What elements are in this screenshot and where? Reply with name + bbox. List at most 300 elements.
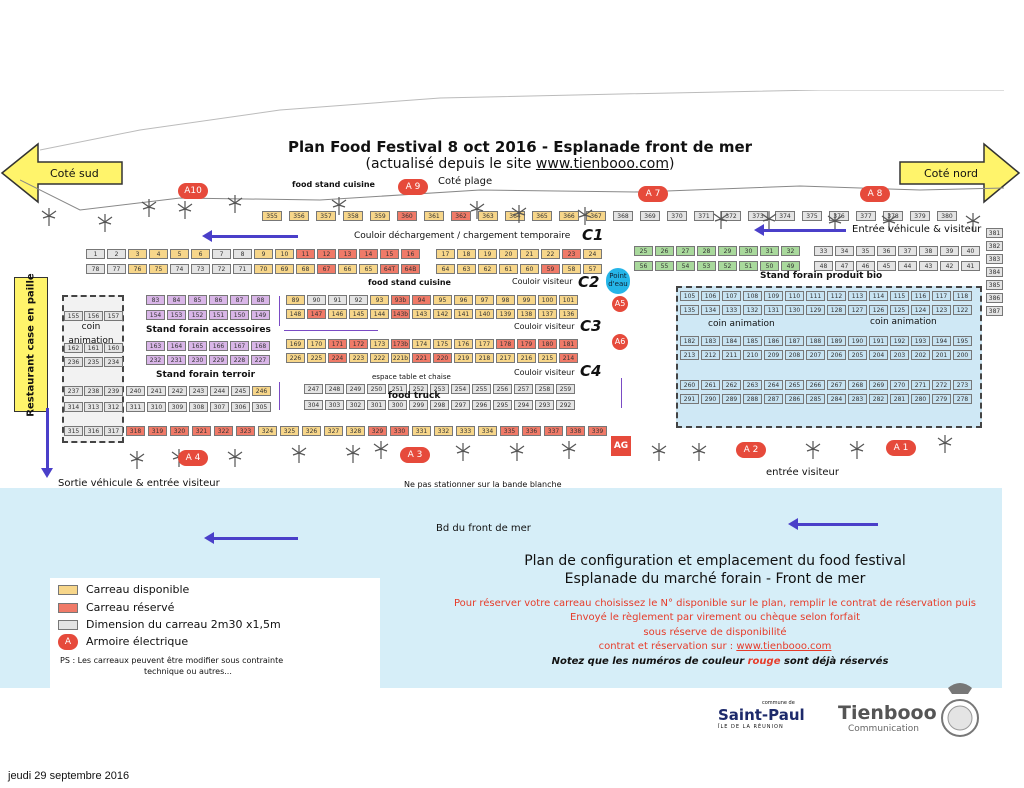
stall-18[interactable]: 18 [457, 249, 476, 259]
stall-310[interactable]: 310 [147, 402, 166, 412]
stall-302[interactable]: 302 [346, 400, 365, 410]
stall-7[interactable]: 7 [212, 249, 231, 259]
armoire-a2[interactable]: A 2 [736, 442, 766, 458]
stall-244[interactable]: 244 [210, 386, 229, 396]
stall-183[interactable]: 183 [701, 336, 720, 346]
stall-176[interactable]: 176 [454, 339, 473, 349]
stall-358[interactable]: 358 [343, 211, 363, 221]
stall-64T[interactable]: 64T [380, 264, 399, 274]
stall-51[interactable]: 51 [739, 261, 758, 271]
stall-48[interactable]: 48 [814, 261, 833, 271]
stall-307[interactable]: 307 [210, 402, 229, 412]
stall-66[interactable]: 66 [338, 264, 357, 274]
stall-362[interactable]: 362 [451, 211, 471, 221]
stall-189[interactable]: 189 [827, 336, 846, 346]
stall-64B[interactable]: 64B [401, 264, 420, 274]
stall-320[interactable]: 320 [170, 426, 189, 436]
stall-9[interactable]: 9 [254, 249, 273, 259]
stall-10[interactable]: 10 [275, 249, 294, 259]
stall-136[interactable]: 136 [559, 309, 578, 319]
stall-113[interactable]: 113 [848, 291, 867, 301]
stall-246[interactable]: 246 [252, 386, 271, 396]
stall-373[interactable]: 373 [748, 211, 768, 221]
stall-359[interactable]: 359 [370, 211, 390, 221]
stall-379[interactable]: 379 [910, 211, 930, 221]
stall-265[interactable]: 265 [785, 380, 804, 390]
subtitle-link[interactable]: www.tienbooo.com [535, 156, 669, 172]
stall-130[interactable]: 130 [785, 305, 804, 315]
stall-167[interactable]: 167 [230, 341, 249, 351]
armoire-a1[interactable]: A 1 [886, 440, 916, 456]
stall-32[interactable]: 32 [781, 246, 800, 256]
stall-322[interactable]: 322 [214, 426, 233, 436]
stall-76[interactable]: 76 [128, 264, 147, 274]
stall-83[interactable]: 83 [146, 295, 165, 305]
stall-210[interactable]: 210 [743, 350, 762, 360]
stall-195[interactable]: 195 [953, 336, 972, 346]
stall-38[interactable]: 38 [919, 246, 938, 256]
stall-243[interactable]: 243 [189, 386, 208, 396]
stall-179[interactable]: 179 [517, 339, 536, 349]
stall-286[interactable]: 286 [785, 394, 804, 404]
stall-326[interactable]: 326 [302, 426, 321, 436]
stall-89[interactable]: 89 [286, 295, 305, 305]
stall-204[interactable]: 204 [869, 350, 888, 360]
stall-292[interactable]: 292 [556, 400, 575, 410]
stall-288[interactable]: 288 [743, 394, 762, 404]
stall-24[interactable]: 24 [583, 249, 602, 259]
stall-382[interactable]: 382 [986, 241, 1003, 251]
stall-175[interactable]: 175 [433, 339, 452, 349]
stall-185[interactable]: 185 [743, 336, 762, 346]
stall-117[interactable]: 117 [932, 291, 951, 301]
stall-228[interactable]: 228 [230, 355, 249, 365]
stall-69[interactable]: 69 [275, 264, 294, 274]
stall-84[interactable]: 84 [167, 295, 186, 305]
stall-137[interactable]: 137 [538, 309, 557, 319]
stall-37[interactable]: 37 [898, 246, 917, 256]
stall-16[interactable]: 16 [401, 249, 420, 259]
stall-297[interactable]: 297 [451, 400, 470, 410]
stall-172[interactable]: 172 [349, 339, 368, 349]
stall-339[interactable]: 339 [588, 426, 607, 436]
stall-170[interactable]: 170 [307, 339, 326, 349]
stall-139[interactable]: 139 [496, 309, 515, 319]
stall-278[interactable]: 278 [953, 394, 972, 404]
stall-178[interactable]: 178 [496, 339, 515, 349]
stall-146[interactable]: 146 [328, 309, 347, 319]
stall-193[interactable]: 193 [911, 336, 930, 346]
stall-188[interactable]: 188 [806, 336, 825, 346]
stall-105[interactable]: 105 [680, 291, 699, 301]
stall-264[interactable]: 264 [764, 380, 783, 390]
stall-294[interactable]: 294 [514, 400, 533, 410]
stall-366[interactable]: 366 [559, 211, 579, 221]
stall-100[interactable]: 100 [538, 295, 557, 305]
stall-287[interactable]: 287 [764, 394, 783, 404]
stall-257[interactable]: 257 [514, 384, 533, 394]
stall-324[interactable]: 324 [258, 426, 277, 436]
stall-222[interactable]: 222 [370, 353, 389, 363]
stall-60[interactable]: 60 [520, 264, 539, 274]
stall-77[interactable]: 77 [107, 264, 126, 274]
stall-368[interactable]: 368 [613, 211, 633, 221]
stall-285[interactable]: 285 [806, 394, 825, 404]
stall-232[interactable]: 232 [146, 355, 165, 365]
stall-53[interactable]: 53 [697, 261, 716, 271]
stall-98[interactable]: 98 [496, 295, 515, 305]
stall-357[interactable]: 357 [316, 211, 336, 221]
stall-321[interactable]: 321 [192, 426, 211, 436]
stall-230[interactable]: 230 [188, 355, 207, 365]
stall-237[interactable]: 237 [64, 386, 83, 396]
armoire-a5[interactable]: A5 [612, 296, 628, 312]
stall-242[interactable]: 242 [168, 386, 187, 396]
stall-150[interactable]: 150 [230, 310, 249, 320]
stall-127[interactable]: 127 [848, 305, 867, 315]
stall-365[interactable]: 365 [532, 211, 552, 221]
stall-209[interactable]: 209 [764, 350, 783, 360]
armoire-a3[interactable]: A 3 [400, 447, 430, 463]
stall-374[interactable]: 374 [775, 211, 795, 221]
stall-225[interactable]: 225 [307, 353, 326, 363]
stall-227[interactable]: 227 [251, 355, 270, 365]
stall-289[interactable]: 289 [722, 394, 741, 404]
stall-85[interactable]: 85 [188, 295, 207, 305]
stall-106[interactable]: 106 [701, 291, 720, 301]
stall-141[interactable]: 141 [454, 309, 473, 319]
stall-308[interactable]: 308 [189, 402, 208, 412]
stall-381[interactable]: 381 [986, 228, 1003, 238]
stall-251[interactable]: 251 [388, 384, 407, 394]
stall-173b[interactable]: 173b [392, 341, 409, 348]
stall-331[interactable]: 331 [412, 426, 431, 436]
stall-147[interactable]: 147 [307, 309, 326, 319]
stall-87[interactable]: 87 [230, 295, 249, 305]
stall-8[interactable]: 8 [233, 249, 252, 259]
stall-260[interactable]: 260 [680, 380, 699, 390]
stall-301[interactable]: 301 [367, 400, 386, 410]
stall-165[interactable]: 165 [188, 341, 207, 351]
stall-68[interactable]: 68 [296, 264, 315, 274]
stall-45[interactable]: 45 [877, 261, 896, 271]
stall-52[interactable]: 52 [718, 261, 737, 271]
stall-327[interactable]: 327 [324, 426, 343, 436]
stall-253[interactable]: 253 [430, 384, 449, 394]
stall-267[interactable]: 267 [827, 380, 846, 390]
stall-21[interactable]: 21 [520, 249, 539, 259]
stall-187[interactable]: 187 [785, 336, 804, 346]
stall-93b[interactable]: 93b [391, 295, 410, 305]
stall-25[interactable]: 25 [634, 246, 653, 256]
stall-300[interactable]: 300 [388, 400, 407, 410]
stall-303[interactable]: 303 [325, 400, 344, 410]
stall-338[interactable]: 338 [566, 426, 585, 436]
stall-57[interactable]: 57 [583, 264, 602, 274]
stall-138[interactable]: 138 [517, 309, 536, 319]
stall-168[interactable]: 168 [251, 341, 270, 351]
stall-145[interactable]: 145 [349, 309, 368, 319]
stall-235[interactable]: 235 [84, 357, 103, 367]
stall-240[interactable]: 240 [126, 386, 145, 396]
stall-194[interactable]: 194 [932, 336, 951, 346]
stall-192[interactable]: 192 [890, 336, 909, 346]
stall-245[interactable]: 245 [231, 386, 250, 396]
stall-268[interactable]: 268 [848, 380, 867, 390]
stall-336[interactable]: 336 [522, 426, 541, 436]
stall-375[interactable]: 375 [802, 211, 822, 221]
stall-332[interactable]: 332 [434, 426, 453, 436]
stall-101[interactable]: 101 [559, 295, 578, 305]
stall-109[interactable]: 109 [764, 291, 783, 301]
stall-376[interactable]: 376 [829, 211, 849, 221]
stall-169[interactable]: 169 [286, 339, 305, 349]
stall-107[interactable]: 107 [722, 291, 741, 301]
stall-148[interactable]: 148 [286, 309, 305, 319]
stall-110[interactable]: 110 [785, 291, 804, 301]
stall-313[interactable]: 313 [84, 402, 103, 412]
stall-356[interactable]: 356 [289, 211, 309, 221]
stall-88[interactable]: 88 [251, 295, 270, 305]
stall-95[interactable]: 95 [433, 295, 452, 305]
stall-371[interactable]: 371 [694, 211, 714, 221]
stall-160[interactable]: 160 [104, 343, 123, 353]
stall-114[interactable]: 114 [869, 291, 888, 301]
stall-156[interactable]: 156 [84, 311, 103, 321]
stall-202[interactable]: 202 [911, 350, 930, 360]
stall-330[interactable]: 330 [390, 426, 409, 436]
stall-273[interactable]: 273 [953, 380, 972, 390]
stall-99[interactable]: 99 [517, 295, 536, 305]
stall-296[interactable]: 296 [472, 400, 491, 410]
stall-54[interactable]: 54 [676, 261, 695, 271]
stall-208[interactable]: 208 [785, 350, 804, 360]
stall-2[interactable]: 2 [107, 249, 126, 259]
stall-214[interactable]: 214 [559, 353, 578, 363]
stall-154[interactable]: 154 [146, 310, 165, 320]
stall-27[interactable]: 27 [676, 246, 695, 256]
armoire-a4[interactable]: A 4 [178, 450, 208, 466]
stall-129[interactable]: 129 [806, 305, 825, 315]
stall-355[interactable]: 355 [262, 211, 282, 221]
info-link[interactable]: www.tienbooo.com [736, 641, 832, 652]
stall-252[interactable]: 252 [409, 384, 428, 394]
stall-133[interactable]: 133 [722, 305, 741, 315]
stall-134[interactable]: 134 [701, 305, 720, 315]
stall-124[interactable]: 124 [911, 305, 930, 315]
stall-218[interactable]: 218 [475, 353, 494, 363]
stall-78[interactable]: 78 [86, 264, 105, 274]
stall-387[interactable]: 387 [986, 306, 1003, 316]
stall-161[interactable]: 161 [84, 343, 103, 353]
stall-29[interactable]: 29 [718, 246, 737, 256]
stall-42[interactable]: 42 [940, 261, 959, 271]
stall-40[interactable]: 40 [961, 246, 980, 256]
stall-221[interactable]: 221 [412, 353, 431, 363]
stall-231[interactable]: 231 [167, 355, 186, 365]
stall-111[interactable]: 111 [806, 291, 825, 301]
stall-171[interactable]: 171 [328, 339, 347, 349]
stall-224[interactable]: 224 [328, 353, 347, 363]
stall-361[interactable]: 361 [424, 211, 444, 221]
stall-26[interactable]: 26 [655, 246, 674, 256]
stall-153[interactable]: 153 [167, 310, 186, 320]
stall-15[interactable]: 15 [380, 249, 399, 259]
stall-281[interactable]: 281 [890, 394, 909, 404]
stall-35[interactable]: 35 [856, 246, 875, 256]
stall-131[interactable]: 131 [764, 305, 783, 315]
stall-56[interactable]: 56 [634, 261, 653, 271]
armoire-a6[interactable]: A6 [612, 334, 628, 350]
stall-372[interactable]: 372 [721, 211, 741, 221]
stall-221b[interactable]: 221b [392, 355, 409, 362]
stall-236[interactable]: 236 [64, 357, 83, 367]
stall-184[interactable]: 184 [722, 336, 741, 346]
stall-298[interactable]: 298 [430, 400, 449, 410]
stall-162[interactable]: 162 [64, 343, 83, 353]
stall-118[interactable]: 118 [953, 291, 972, 301]
stall-333[interactable]: 333 [456, 426, 475, 436]
stall-61[interactable]: 61 [499, 264, 518, 274]
stall-36[interactable]: 36 [877, 246, 896, 256]
stall-173[interactable]: 173 [370, 339, 389, 349]
stall-304[interactable]: 304 [304, 400, 323, 410]
stall-306[interactable]: 306 [231, 402, 250, 412]
stall-19[interactable]: 19 [478, 249, 497, 259]
stall-238[interactable]: 238 [84, 386, 103, 396]
stall-282[interactable]: 282 [869, 394, 888, 404]
stall-317[interactable]: 317 [104, 426, 123, 436]
stall-249[interactable]: 249 [346, 384, 365, 394]
stall-201[interactable]: 201 [932, 350, 951, 360]
stall-97[interactable]: 97 [475, 295, 494, 305]
stall-315[interactable]: 315 [64, 426, 83, 436]
stall-43[interactable]: 43 [919, 261, 938, 271]
stall-23[interactable]: 23 [562, 249, 581, 259]
stall-73[interactable]: 73 [191, 264, 210, 274]
stall-94[interactable]: 94 [412, 295, 431, 305]
stall-360[interactable]: 360 [397, 211, 417, 221]
stall-190[interactable]: 190 [848, 336, 867, 346]
stall-182[interactable]: 182 [680, 336, 699, 346]
armoire-a10[interactable]: A10 [178, 183, 208, 199]
stall-250[interactable]: 250 [367, 384, 386, 394]
stall-174[interactable]: 174 [412, 339, 431, 349]
stall-28[interactable]: 28 [697, 246, 716, 256]
stall-33[interactable]: 33 [814, 246, 833, 256]
stall-259[interactable]: 259 [556, 384, 575, 394]
stall-90[interactable]: 90 [307, 295, 326, 305]
stall-67[interactable]: 67 [317, 264, 336, 274]
armoire-a9[interactable]: A 9 [398, 179, 428, 195]
stall-318[interactable]: 318 [126, 426, 145, 436]
armoire-a8[interactable]: A 8 [860, 186, 890, 202]
stall-291[interactable]: 291 [680, 394, 699, 404]
stall-140[interactable]: 140 [475, 309, 494, 319]
stall-177[interactable]: 177 [475, 339, 494, 349]
stall-11[interactable]: 11 [296, 249, 315, 259]
stall-211[interactable]: 211 [722, 350, 741, 360]
stall-212[interactable]: 212 [701, 350, 720, 360]
stall-96[interactable]: 96 [454, 295, 473, 305]
stall-75[interactable]: 75 [149, 264, 168, 274]
stall-234[interactable]: 234 [104, 357, 123, 367]
stall-108[interactable]: 108 [743, 291, 762, 301]
stall-325[interactable]: 325 [280, 426, 299, 436]
stall-279[interactable]: 279 [932, 394, 951, 404]
stall-312[interactable]: 312 [104, 402, 123, 412]
stall-223[interactable]: 223 [349, 353, 368, 363]
stall-144[interactable]: 144 [370, 309, 389, 319]
stall-272[interactable]: 272 [932, 380, 951, 390]
stall-271[interactable]: 271 [911, 380, 930, 390]
stall-181[interactable]: 181 [559, 339, 578, 349]
stall-155[interactable]: 155 [64, 311, 83, 321]
stall-316[interactable]: 316 [84, 426, 103, 436]
stall-311[interactable]: 311 [126, 402, 145, 412]
stall-49[interactable]: 49 [781, 261, 800, 271]
stall-191[interactable]: 191 [869, 336, 888, 346]
stall-293[interactable]: 293 [535, 400, 554, 410]
stall-305[interactable]: 305 [252, 402, 271, 412]
stall-149[interactable]: 149 [251, 310, 270, 320]
stall-364[interactable]: 364 [505, 211, 525, 221]
stall-239[interactable]: 239 [104, 386, 123, 396]
stall-263[interactable]: 263 [743, 380, 762, 390]
stall-270[interactable]: 270 [890, 380, 909, 390]
stall-157[interactable]: 157 [104, 311, 123, 321]
stall-206[interactable]: 206 [827, 350, 846, 360]
stall-58[interactable]: 58 [562, 264, 581, 274]
stall-386[interactable]: 386 [986, 293, 1003, 303]
stall-6[interactable]: 6 [191, 249, 210, 259]
stall-164[interactable]: 164 [167, 341, 186, 351]
stall-17[interactable]: 17 [436, 249, 455, 259]
stall-125[interactable]: 125 [890, 305, 909, 315]
stall-163[interactable]: 163 [146, 341, 165, 351]
stall-12[interactable]: 12 [317, 249, 336, 259]
stall-20[interactable]: 20 [499, 249, 518, 259]
stall-248[interactable]: 248 [325, 384, 344, 394]
stall-132[interactable]: 132 [743, 305, 762, 315]
stall-290[interactable]: 290 [701, 394, 720, 404]
stall-34[interactable]: 34 [835, 246, 854, 256]
stall-247[interactable]: 247 [304, 384, 323, 394]
stall-295[interactable]: 295 [493, 400, 512, 410]
stall-47[interactable]: 47 [835, 261, 854, 271]
stall-14[interactable]: 14 [359, 249, 378, 259]
stall-115[interactable]: 115 [890, 291, 909, 301]
stall-166[interactable]: 166 [209, 341, 228, 351]
stall-384[interactable]: 384 [986, 267, 1003, 277]
stall-93[interactable]: 93 [370, 295, 389, 305]
stall-50[interactable]: 50 [760, 261, 779, 271]
stall-143b[interactable]: 143b [392, 311, 409, 318]
stall-205[interactable]: 205 [848, 350, 867, 360]
stall-142[interactable]: 142 [433, 309, 452, 319]
stall-256[interactable]: 256 [493, 384, 512, 394]
stall-269[interactable]: 269 [869, 380, 888, 390]
stall-203[interactable]: 203 [890, 350, 909, 360]
stall-44[interactable]: 44 [898, 261, 917, 271]
stall-378[interactable]: 378 [883, 211, 903, 221]
stall-377[interactable]: 377 [856, 211, 876, 221]
stall-59[interactable]: 59 [541, 264, 560, 274]
stall-254[interactable]: 254 [451, 384, 470, 394]
stall-122[interactable]: 122 [953, 305, 972, 315]
stall-220[interactable]: 220 [433, 353, 452, 363]
stall-241[interactable]: 241 [147, 386, 166, 396]
